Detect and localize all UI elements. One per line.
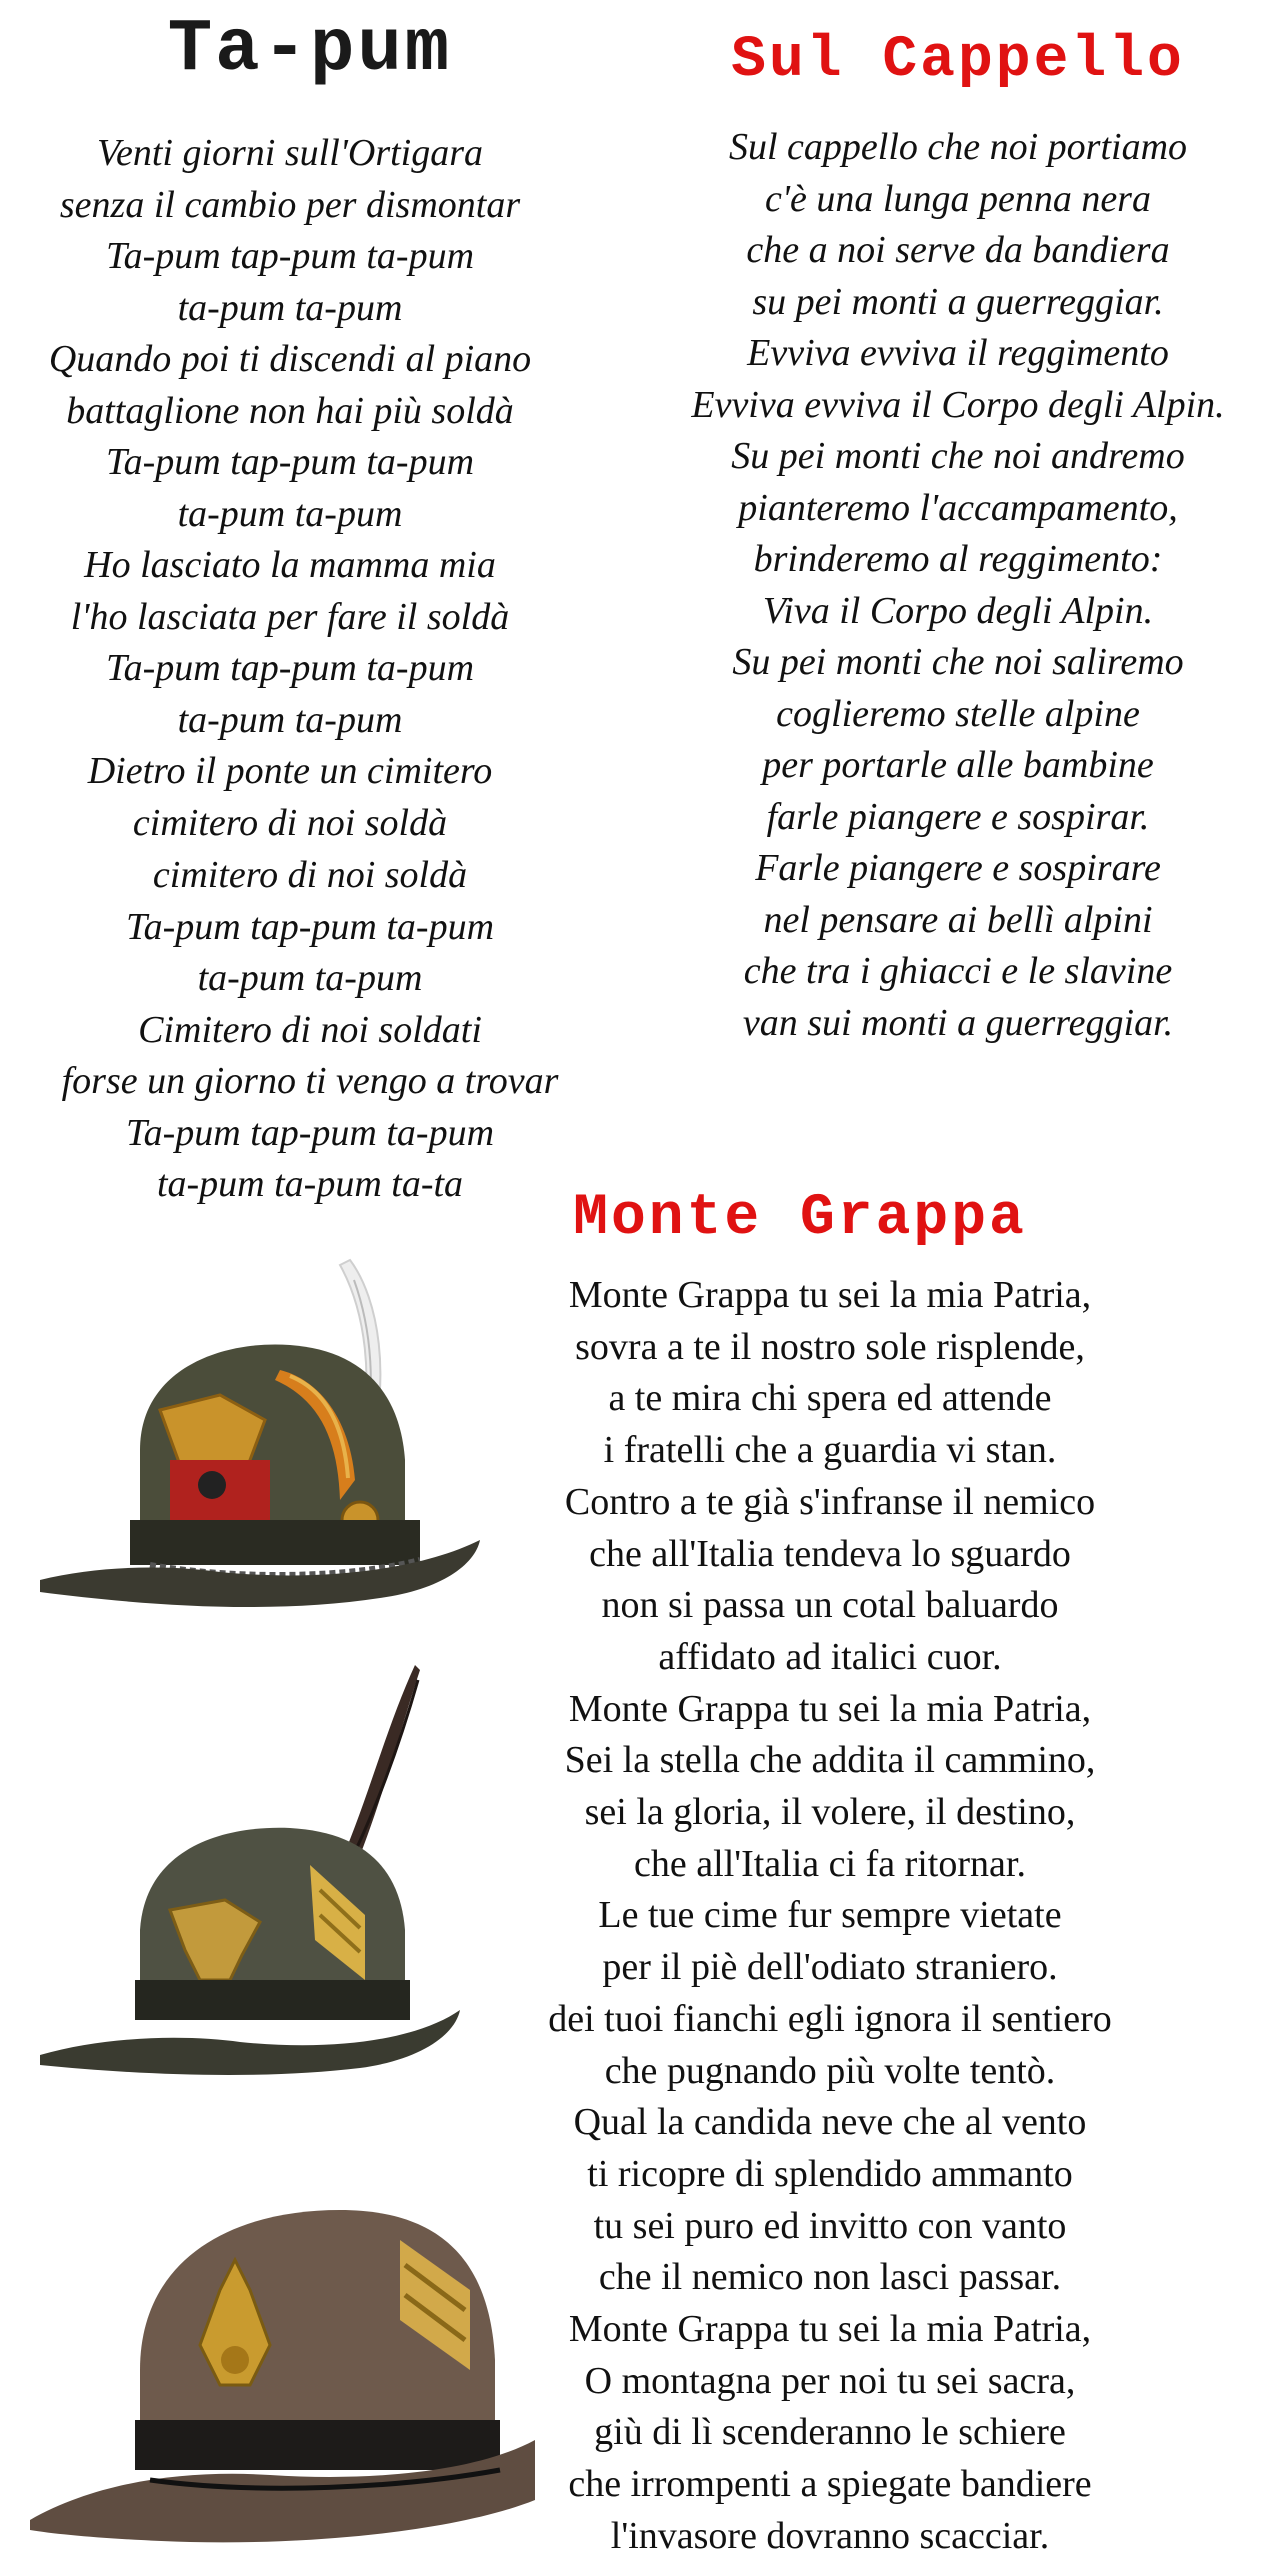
- lyric-line: cimitero di noi soldà: [132, 801, 448, 844]
- lyric-line: Le tue cime fur sempre vietate: [598, 1894, 1062, 1937]
- lyric-line: nel pensare ai bellì alpini: [763, 898, 1153, 941]
- lyric-line: van sui monti a guerreggiar.: [742, 1001, 1174, 1044]
- lyric-line: tu sei puro ed invitto con vanto: [593, 2204, 1067, 2247]
- alpine-hat-black-feather-icon: [20, 1650, 470, 2100]
- lyric-line: O montagna per noi tu sei sacra,: [584, 2359, 1076, 2402]
- lyric-line: che pugnando più volte tentò.: [604, 2049, 1056, 2092]
- lyric-line: su pei monti a guerreggiar.: [752, 280, 1164, 323]
- lyric-line: ta-pum ta-pum: [177, 698, 403, 741]
- lyric-line: Evviva evviva il Corpo degli Alpin.: [691, 383, 1225, 426]
- lyric-line: forse un giorno ti vengo a trovar: [61, 1060, 559, 1102]
- lyric-line: che il nemico non lasci passar.: [598, 2256, 1062, 2299]
- lyric-line: che all'Italia tendeva lo sguardo: [589, 1532, 1071, 1575]
- lyric-line: l'invasore dovranno scacciar.: [610, 2514, 1050, 2557]
- lyric-line: Monte Grappa tu sei la mia Patria,: [568, 2308, 1092, 2351]
- lyric-line: giù di lì scenderanno le schiere: [594, 2411, 1066, 2454]
- lyric-line: l'ho lasciata per fare il soldà: [70, 595, 510, 638]
- lyric-line: che a noi serve da bandiera: [746, 229, 1170, 271]
- lyric-line: pianteremo l'accampamento,: [738, 486, 1178, 529]
- lyric-line: cimitero di noi soldà: [152, 854, 468, 896]
- lyric-line: sei la gloria, il volere, il destino,: [584, 1791, 1076, 1834]
- lyric-line: c'è una lunga penna nera: [765, 177, 1151, 220]
- lyric-line: Ta-pum tap-pum ta-pum: [105, 235, 475, 277]
- lyric-line: coglieremo stelle alpine: [776, 692, 1140, 735]
- lyric-line: per portarle alle bambine: [762, 744, 1154, 786]
- lyric-line: ta-pum ta-pum: [177, 492, 403, 535]
- lyric-line: affidato ad italici cuor.: [658, 1635, 1002, 1678]
- tapum-title: Ta-pum: [167, 8, 453, 92]
- lyric-line: ta-pum ta-pum: [177, 286, 403, 329]
- lyric-line: che irrompenti a spiegate bandiere: [568, 2463, 1092, 2506]
- lyric-line: Monte Grappa tu sei la mia Patria,: [568, 1274, 1092, 1316]
- lyric-line: Farle piangere e sospirare: [755, 847, 1161, 889]
- lyric-line: Ta-pum tap-pum ta-pum: [105, 441, 475, 483]
- alpine-hat-white-feather-icon: [20, 1220, 490, 1660]
- lyric-line: Dietro il ponte un cimitero: [87, 750, 493, 792]
- lyric-line: Quando poi ti discendi al piano: [48, 338, 532, 380]
- lyric-line: Venti giorni sull'Ortigara: [96, 132, 484, 174]
- lyric-line: per il piè dell'odiato straniero.: [602, 1946, 1058, 1989]
- lyric-line: Ta-pum tap-pum ta-pum: [105, 647, 475, 689]
- lyric-line: Evviva evviva il reggimento: [747, 332, 1169, 374]
- lyric-line: Qual la candida neve che al vento: [573, 2101, 1087, 2144]
- lyric-line: Ho lasciato la mamma mia: [84, 544, 496, 586]
- lyric-line: i fratelli che a guardia vi stan.: [603, 1429, 1057, 1472]
- lyric-line: Su pei monti che noi saliremo: [732, 641, 1184, 683]
- lyric-line: battaglione non hai più soldà: [66, 389, 514, 432]
- lyric-line: a te mira chi spera ed attende: [608, 1377, 1052, 1420]
- lyric-line: Ta-pum tap-pum ta-pum: [125, 905, 495, 948]
- tapum-lyrics-part2: [0, 850, 620, 1211]
- lyric-line: farle piangere e sospirar.: [766, 795, 1150, 838]
- lyric-line: che tra i ghiacci e le slavine: [743, 950, 1173, 992]
- grappa-title: Monte Grappa: [573, 1186, 1027, 1251]
- lyric-line: senza il cambio per dismontar: [59, 183, 521, 226]
- lyric-line: Viva il Corpo degli Alpin.: [762, 589, 1154, 632]
- lyric-line: brinderemo al reggimento:: [753, 538, 1163, 580]
- lyric-line: che all'Italia ci fa ritornar.: [634, 1842, 1026, 1885]
- lyric-line: ti ricopre di splendido ammanto: [587, 2152, 1073, 2195]
- lyric-line: ta-pum ta-pum: [197, 957, 423, 999]
- alpine-hat-brown-icon: [20, 2170, 540, 2550]
- lyric-line: sovra a te il nostro sole risplende,: [575, 1325, 1085, 1368]
- lyric-line: Ta-pum tap-pum ta-pum: [125, 1111, 495, 1154]
- lyric-line: dei tuoi fianchi egli ignora il sentiero: [548, 1997, 1112, 2040]
- lyric-line: Sul cappello che noi portiamo: [728, 126, 1188, 168]
- lyric-line: non si passa un cotal baluardo: [601, 1584, 1059, 1627]
- lyric-line: ta-pum ta-pum ta-ta: [156, 1163, 464, 1205]
- cappello-lyrics: [640, 122, 1276, 1049]
- grappa-lyrics: [490, 1270, 1170, 2563]
- lyric-line: Su pei monti che noi andremo: [731, 435, 1185, 477]
- lyric-line: Contro a te già s'infranse il nemico: [564, 1480, 1096, 1523]
- tapum-lyrics-part1: [0, 128, 580, 844]
- cappello-title: Sul Cappello: [731, 28, 1185, 93]
- lyric-line: Sei la stella che addita il cammino,: [564, 1739, 1096, 1782]
- lyric-line: Cimitero di noi soldati: [138, 1008, 482, 1051]
- lyric-line: Monte Grappa tu sei la mia Patria,: [568, 1687, 1092, 1730]
